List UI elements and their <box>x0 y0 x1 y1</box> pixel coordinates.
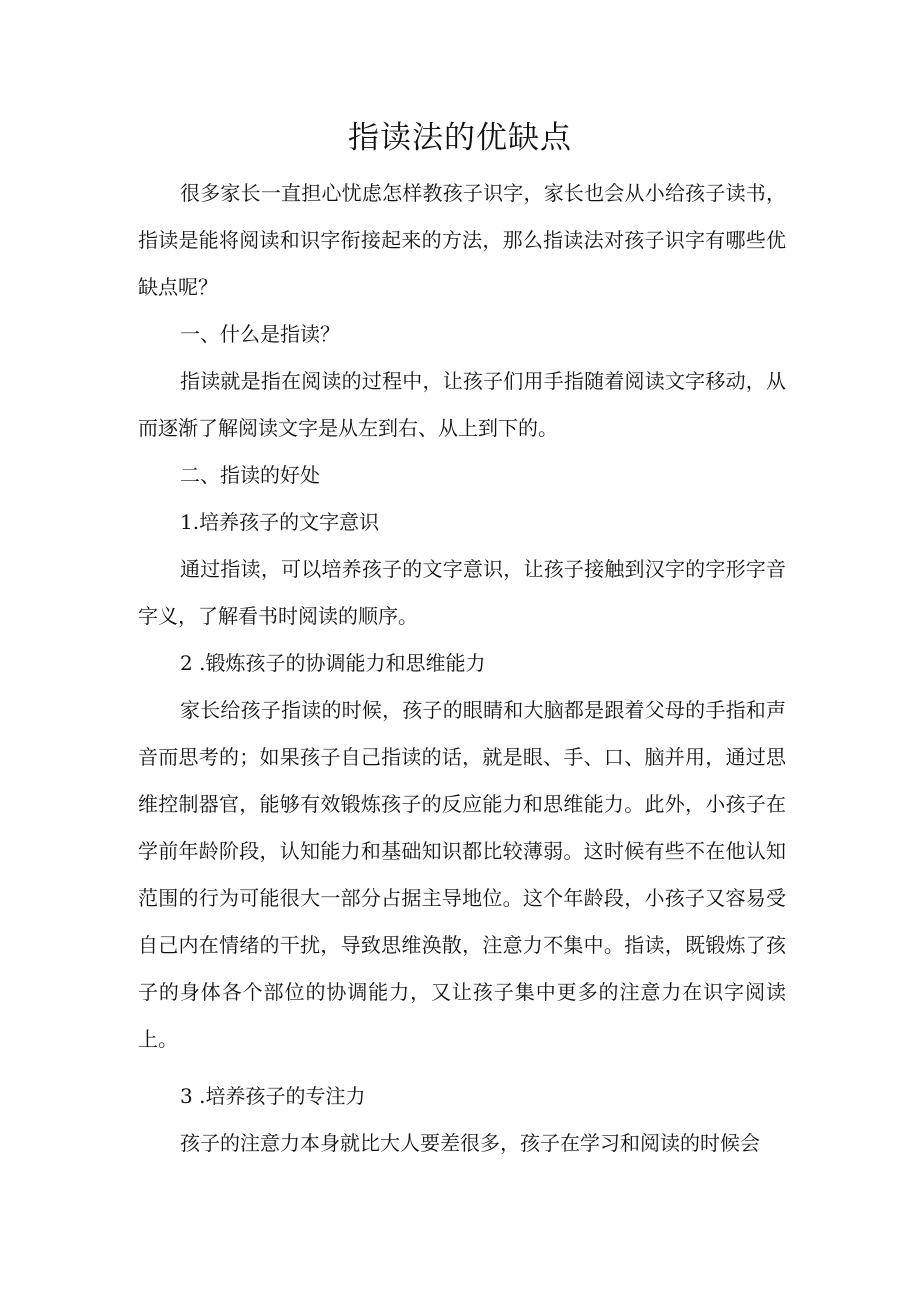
section-heading-what-is: 一、什么是指读？ <box>180 322 340 346</box>
definition-paragraph: 指读就是指在阅读的过程中，让孩子们用手指随着阅读文字移动，从而逐渐了解阅读文字是从左到右、从上到下的。 <box>138 369 786 440</box>
document-title: 指读法的优缺点 <box>348 120 572 156</box>
subheading-focus: 3 .培养孩子的专注力 <box>180 1084 366 1108</box>
focus-paragraph: 孩子的注意力本身就比大人要差很多，孩子在学习和阅读的时候会 <box>180 1131 760 1155</box>
subheading-coordination: 2 .锻炼孩子的协调能力和思维能力 <box>180 651 486 675</box>
intro-paragraph: 很多家长一直担心忧虑怎样教孩子识字，家长也会从小给孩子读书，指读是能将阅读和识字衔接起来的方法，那么指读法对孩子识字有哪些优缺点呢？ <box>138 181 786 299</box>
section-heading-benefits: 二、指读的好处 <box>180 463 320 487</box>
document-body <box>138 170 786 1167</box>
coordination-paragraph: 家长给孩子指读的时候，孩子的眼睛和大脑都是跟着父母的手指和声音而思考的；如果孩子自己指读的话，就是眼、手、口、脑并用，通过思维控制器官，能够有效锻炼孩子的反应能力和思维能力。此外，小孩子在学前年龄阶段，认知能力和基础知识都比较薄弱。这时候有些不在他认知范围的行为可能很大一部分占据主导地位。这个年龄段，小孩子又容易受自己内在情绪的干扰，导致思维涣散，注意力不集中。指读，既锻炼了孩子的身体各个部位的协调能力，又让孩子集中更多的注意力在识字阅读上。 <box>138 698 786 1051</box>
subheading-text-awareness: 1.培养孩子的文字意识 <box>180 510 380 534</box>
text-awareness-paragraph: 通过指读，可以培养孩子的文字意识，让孩子接触到汉字的字形字音字义，了解看书时阅读的顺序。 <box>138 557 786 628</box>
